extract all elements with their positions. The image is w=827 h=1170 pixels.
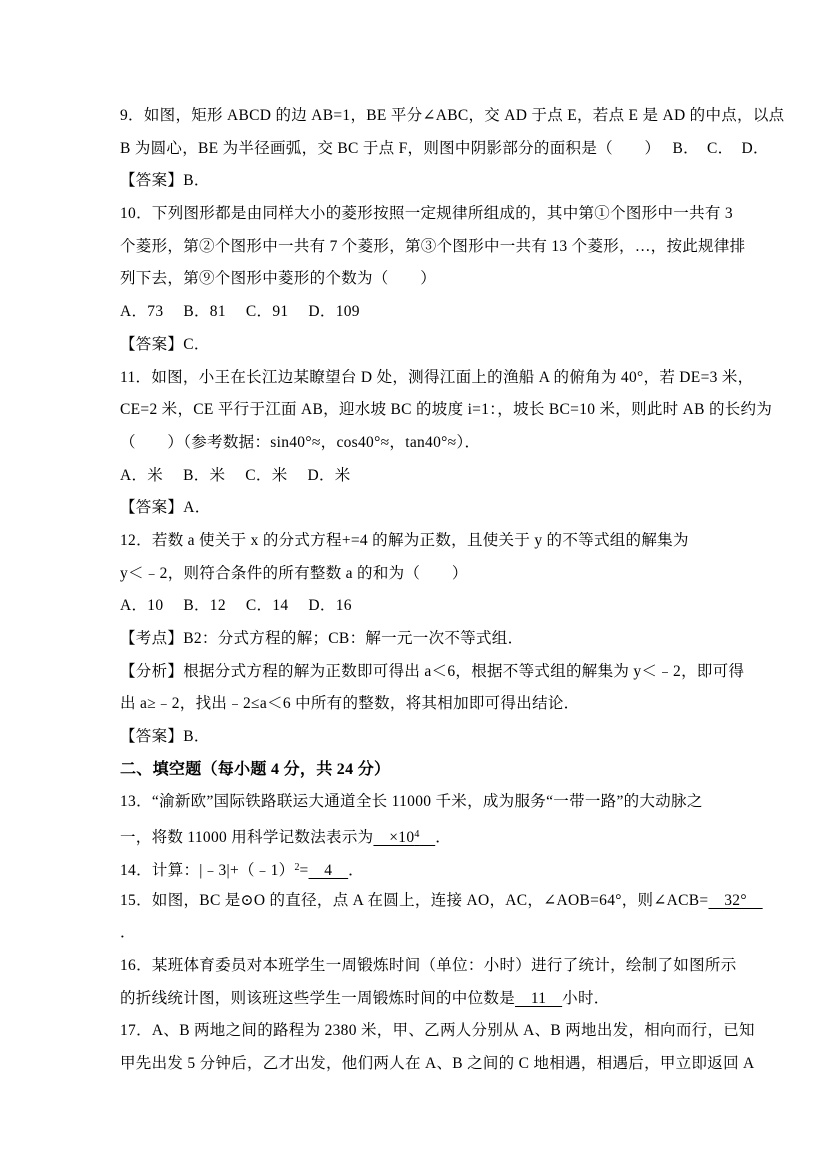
superscript: 4 [414, 829, 420, 841]
text-segment: 的折线统计图，则该班这些学生一周锻炼时间的中位数是 [120, 989, 516, 1007]
question-11-line-1 [120, 362, 754, 395]
question-14-line-1 [120, 852, 720, 885]
answer-12 [120, 721, 720, 754]
text-segment: = [299, 861, 309, 879]
question-10-line-3 [120, 263, 720, 296]
question-11-line-2 [120, 394, 773, 427]
answer-9 [120, 165, 720, 198]
question-15-line-1 [120, 885, 763, 918]
question-16-line-1 [120, 950, 737, 983]
question-10-line-1 [120, 198, 733, 231]
question-17-line-2 [120, 1048, 755, 1081]
text-segment: 【分析】根据分式方程的解为正数即可得出 a＜6，根据不等式组的解集为 y＜﹣2，即可得 [120, 662, 745, 680]
text-segment: A．米 B．米 C．米 D．米 [120, 466, 351, 484]
question-17-line-1 [120, 1015, 755, 1048]
superscript: 2 [294, 861, 300, 873]
answer-11 [120, 492, 720, 525]
text-segment: 【答案】B． [120, 172, 210, 190]
text-segment: B 为圆心，BE 为半径画弧，交 BC 于点 F，则图中阴影部分的面积是（ ） B． C． D． [120, 139, 769, 157]
text-segment: CE=2 米，CE 平行于江面 AB，迎水坡 BC 的坡度 i=1：，坡长 BC=10 米，则此时 AB 的长约为 [120, 401, 773, 419]
blank-answer: 32° [708, 891, 763, 909]
keypoints-12 [120, 623, 720, 656]
question-15-line-2 [120, 917, 720, 950]
text-segment: 甲先出发 5 分钟后，乙才出发，他们两人在 A、B 之间的 C 地相遇，相遇后，甲立即返回 A [120, 1054, 755, 1072]
text-segment: 12．若数 a 使关于 x 的分式方程+=4 的解为正数，且使关于 y 的不等式组的解集为 [120, 531, 689, 549]
question-9-line-2 [120, 133, 769, 166]
text-segment: 【答案】B． [120, 728, 210, 746]
analysis-12-line-1 [120, 656, 745, 689]
answer-10 [120, 329, 720, 362]
text-segment: 15．如图，BC 是⊙O 的直径，点 A 在圆上，连接 AO，AC，∠AOB=64°，则∠ACB= [120, 891, 709, 909]
question-16-line-2 [120, 983, 720, 1016]
question-12-line-2 [120, 558, 720, 591]
blank-answer [373, 829, 435, 846]
text-segment: （ ）（参考数据：sin40°≈，cos40°≈，tan40°≈）． [120, 433, 481, 451]
question-13-line-2 [120, 819, 720, 852]
question-12-options [120, 590, 720, 623]
question-9-line-1 [120, 100, 785, 133]
text-segment: 【答案】A． [120, 499, 211, 517]
text-segment [419, 829, 435, 846]
text-segment: A．73 B．81 C．91 D．109 [120, 303, 360, 321]
text-segment: A．10 B．12 C．14 D．16 [120, 597, 352, 615]
text-segment: 10．下列图形都是由同样大小的菱形按照一定规律所组成的，其中第①个图形中一共有 3 [120, 205, 733, 223]
section-header-fill-in-blanks [120, 754, 720, 787]
text-segment: 16．某班体育委员对本班学生一周锻炼时间（单位：小时）进行了统计，绘制了如图所示 [120, 956, 737, 974]
blank-answer: 4 [308, 861, 349, 879]
text-segment: 一，将数 11000 用科学记数法表示为 [120, 829, 374, 847]
text-segment: 个菱形，第②个图形中一共有 7 个菱形，第③个图形中一共有 13 个菱形，…，按此规律排 [120, 237, 746, 255]
question-11-options [120, 460, 720, 493]
text-segment: ． [348, 861, 364, 879]
text-segment: 17．A、B 两地之间的路程为 2380 米，甲、乙两人分别从 A、B 两地出发，相向而行，已知 [120, 1022, 755, 1040]
analysis-12-line-2 [120, 688, 720, 721]
blank-answer: 11 [515, 989, 563, 1007]
text-segment: 【考点】B2：分式方程的解；CB：解一元一次不等式组． [120, 630, 524, 647]
text-segment: 9．如图，矩形 ABCD 的边 AB=1，BE 平分∠ABC，交 AD 于点 E，若点 E 是 AD 的中点，以点 [120, 107, 785, 124]
text-segment: ． [435, 829, 452, 847]
text-segment: 13．“渝新欧”国际铁路联运大通道全长 11000 千米，成为服务“一带一路”的大动脉之 [120, 793, 703, 811]
text-segment: ×10 [373, 829, 415, 847]
question-10-options [120, 296, 720, 329]
text-segment: 11．如图，小王在长江边某瞭望台 D 处，测得江面上的渔船 A 的俯角为 40°，若 DE=3 米， [120, 368, 754, 386]
text-segment: 出 a≥﹣2，找出﹣2≤a＜6 中所有的整数，将其相加即可得出结论． [120, 695, 580, 713]
text-segment: 二、填空题（每小题 4 分，共 24 分） [120, 760, 391, 778]
question-11-line-3 [120, 427, 720, 460]
question-12-line-1 [120, 525, 720, 558]
document-page [120, 100, 785, 1081]
text-segment: ． [120, 924, 136, 942]
text-segment: 14．计算：|﹣3|+（﹣1） [120, 861, 295, 879]
text-segment: 小时． [562, 989, 610, 1007]
text-segment: 列下去，第⑨个图形中菱形的个数为（ ） [120, 270, 437, 288]
text-segment: 【答案】C． [120, 335, 210, 353]
question-13-line-1 [120, 786, 720, 819]
text-segment: y＜﹣2，则符合条件的所有整数 a 的和为（ ） [120, 564, 468, 582]
question-10-line-2 [120, 231, 746, 264]
